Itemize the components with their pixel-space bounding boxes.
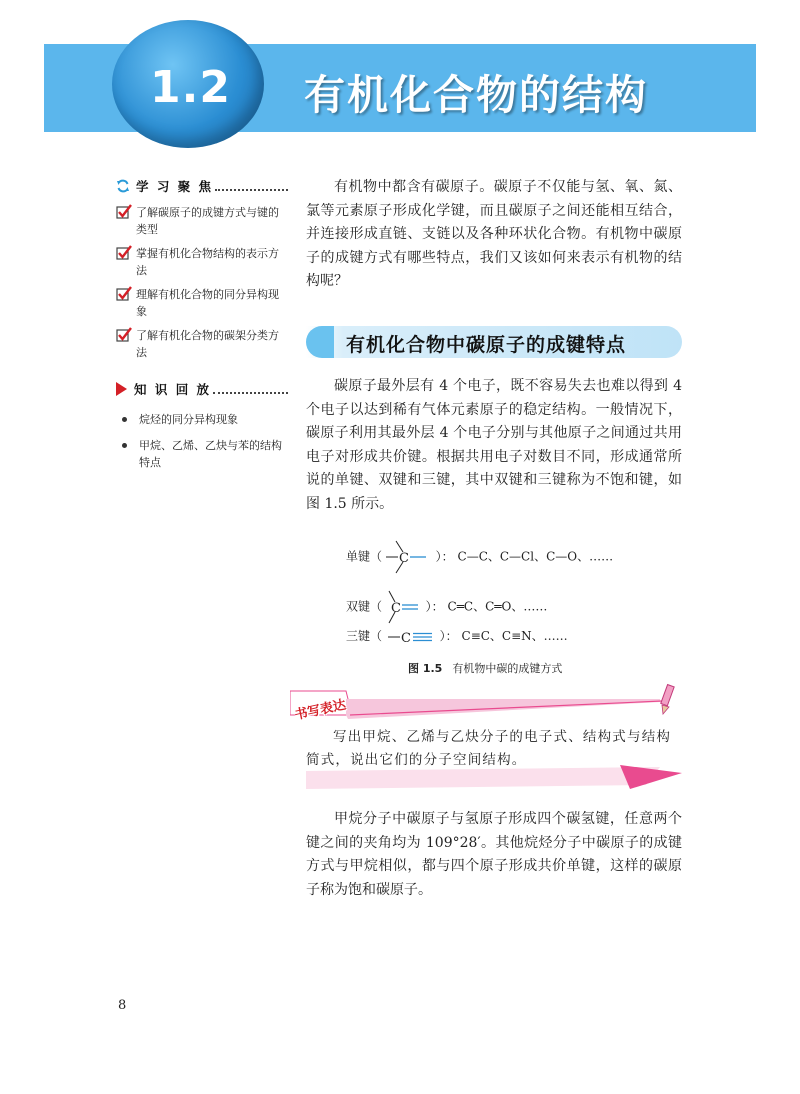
focus-item-text: 理解有机化合物的同分异构现象 [136,288,279,318]
bond-label: 单键（ [346,549,383,564]
bullet-icon [122,443,127,448]
list-item [116,245,288,279]
writing-label: 书写表达 [293,697,348,724]
review-heading: 知 识 回 放 [134,382,212,397]
list-item [116,286,288,320]
bond-paragraph: 碳原子最外层有 4 个电子，既不容易失去也难以得到 4 个电子以达到稀有气体元素原子的稳定结构。一般情况下，碳原子利用其最外层 4 个电子分别与其他原子之间通过共用电子对形成共价键。根据共用电子对数目不同，形成通常所说的单键、双键和三键，其中双键和三键称为不饱和键，如图 1.5 所示。 [306,378,682,512]
dotted-leader [215,181,288,191]
focus-item-text: 了解有机化合物的碳架分类方法 [136,329,279,359]
carbon-atom: C [390,601,401,616]
methane-paragraph: 甲烷分子中碳原子与氢原子形成四个碳氢键，任意两个键之间的夹角均为 109°28′。其他烷烃分子中碳原子的成键方式与甲烷相似，都与四个原子形成共价单键，这样的碳原子称为饱和碳原子。 [306,811,682,898]
section-heading-bar [306,326,682,358]
focus-list [116,204,288,361]
carbon-atom: C [398,551,409,566]
section-number: 1.2 [150,62,231,113]
review-heading-row [116,379,288,399]
list-item [116,327,288,361]
review-list [116,411,288,471]
checkbox-check-icon [116,286,132,302]
writing-prompt: 写出甲烷、乙烯与乙炔分子的电子式、结构式与结构简式，说出它们的分子空间结构。 [306,729,672,768]
dotted-leader [213,384,288,394]
carbon-atom: C [400,630,411,646]
page-number: 8 [118,998,127,1013]
page-title: 有机化合物的结构 [304,71,648,119]
section-accent [306,326,334,358]
checkbox-check-icon [116,245,132,261]
single-bond-carbon-diagram [386,535,432,579]
triple-bond-row [346,626,568,646]
refresh-arrows-icon [116,179,130,193]
triple-bond-carbon-diagram [386,627,436,647]
intro-paragraph: 有机物中都含有碳原子。碳原子不仅能与氢、氧、氮、氯等元素原子形成化学键，而且碳原子之间还能相互结合，并连接形成直链、支链以及各种环状化合物。有机物中碳原子的成键方式有哪些特点，我们又该如何来表示有机物的结构呢？ [306,179,682,289]
play-triangle-icon [116,382,127,396]
list-item [116,411,288,428]
review-item-text: 甲烷、乙烯、乙炔与苯的结构特点 [139,439,282,469]
sidebar [116,176,288,480]
checkbox-check-icon [116,327,132,343]
focus-heading-row [116,176,288,196]
checkbox-check-icon [116,204,132,220]
list-item [116,437,288,471]
focus-item-text: 掌握有机化合物结构的表示方法 [136,247,279,277]
single-bond-row [346,535,614,566]
bond-examples: C—C、C—Cl、C—O、…… [457,549,614,564]
bond-close: ）： [439,629,458,643]
focus-item-text: 了解碳原子的成键方式与键的类型 [136,206,279,236]
bond-label: 三键（ [346,629,383,643]
review-item-text: 烷烃的同分异构现象 [139,413,238,426]
section-title: 有机化合物中碳原子的成键特点 [346,334,627,356]
caption-number: 图 1.5 [408,662,443,675]
focus-heading: 学 习 聚 焦 [136,179,214,194]
bond-examples: C≡C、C≡N、…… [461,629,568,643]
pencil-icon [656,683,678,715]
double-bond-carbon-diagram [386,587,422,627]
bond-label: 双键（ [346,599,383,614]
double-bond-row [346,587,548,616]
list-item [116,204,288,238]
figure-caption [408,660,562,676]
bond-examples: C═C、C═O、…… [447,599,548,614]
caption-text: 有机物中碳的成键方式 [452,662,563,675]
bond-close: ）： [425,599,444,614]
bullet-icon [122,417,127,422]
bond-close: ）： [435,549,454,564]
